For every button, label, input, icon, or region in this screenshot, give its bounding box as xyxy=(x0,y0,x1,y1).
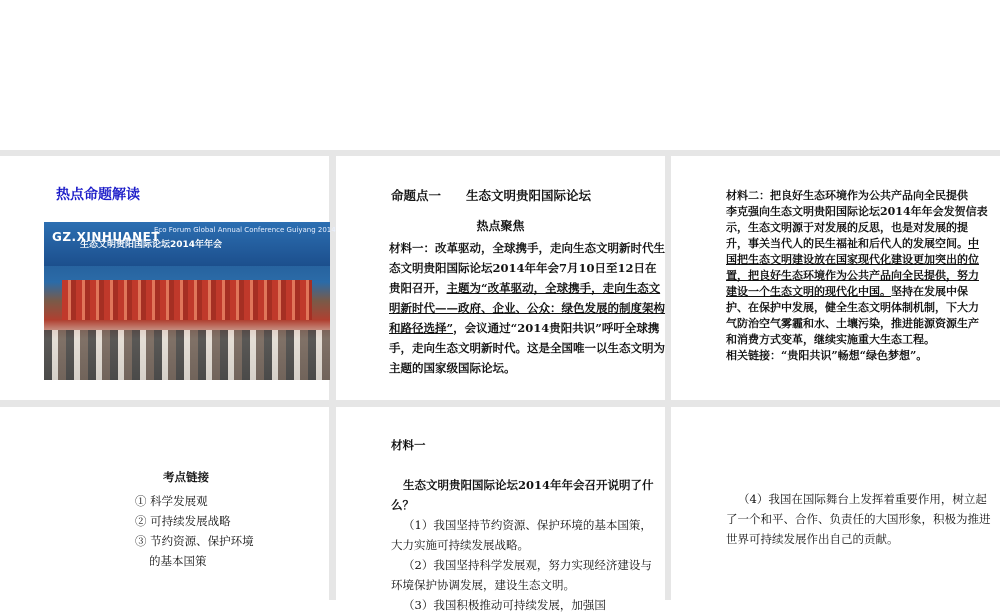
slide-hot-topic[interactable] xyxy=(0,156,336,400)
material-one-tail: ，会议通过“2014贵阳共识”呼吁全球携手，走向生态文明新时代。这是全国唯一以生态文明为主题的国家级国际论坛。 xyxy=(389,321,665,375)
material-two-tail: 坚持在发展中保护、在保护中发展，健全生态文明体制机制，下大力气防治空气雾霾和水、土壤污染，推进能源资源生产和消费方式变革，继续实施重大生态工程。 xyxy=(726,285,979,346)
answer-2: （2）我国坚持科学发展观，努力实现经济建设与环境保护协调发展，建设生态文明。 xyxy=(391,558,652,592)
question-text: 生态文明贵阳国际论坛2014年年会召开说明了什么？ xyxy=(391,478,654,512)
slide-exam-links[interactable] xyxy=(0,407,329,600)
material-two-intro: 材料二：把良好生态环境作为公共产品向全民提供 李克强向生态文明贵阳国际论坛2014年年会发贺信表示，生态文明源于对发展的反思，也是对发展的提升，事关当代人的民生福祉和后代人的发展空间。 xyxy=(726,189,990,250)
answer-1: （1）我国坚持节约资源、保护环境的基本国策，大力实施可持续发展战略。 xyxy=(391,518,652,552)
photo-caption-en: Eco Forum Global Annual Conference Guiyang 2014 xyxy=(154,226,336,234)
forum-photo xyxy=(44,222,336,380)
focus-label: 热点聚焦 xyxy=(476,219,525,233)
material-label: 材料一 xyxy=(391,438,426,452)
hot-topic-title: 热点命题解读 xyxy=(56,187,140,203)
photo-watermark: GZ.XINHUANET xyxy=(52,230,160,244)
exam-links-title: 考点链接 xyxy=(163,470,209,484)
exam-links-list xyxy=(135,467,325,571)
material-one-text xyxy=(389,238,665,378)
proposition-heading: 命题点一 生态文明贵阳国际论坛 xyxy=(391,188,592,203)
answer-4-text: （4）我国在国际舞台上发挥着重要作用，树立起了一个和平、合作、负责任的大国形象，积极为推进世界可持续发展作出自己的贡献。 xyxy=(726,492,991,546)
photo-choir xyxy=(62,280,312,320)
answer-4 xyxy=(726,489,991,549)
exam-link-item: ① 科学发展观 xyxy=(135,494,208,508)
slide-question[interactable] xyxy=(336,407,665,612)
slide-answer-four[interactable] xyxy=(671,407,1000,600)
question-block xyxy=(391,435,659,615)
slide-material-two[interactable] xyxy=(671,156,1000,400)
exam-link-item-cont: 的基本国策 xyxy=(149,554,207,568)
photo-caption-cn: 生态文明贵阳国际论坛2014年年会 xyxy=(80,240,223,250)
material-one-theme: 主题为“改革驱动，全球携手，走向生态文明新时代——政府、企业、公众：绿色发展的制度架构和路径选择” xyxy=(389,281,665,335)
photo-audience xyxy=(44,330,330,380)
material-two-text xyxy=(726,188,988,364)
exam-link-item: ② 可持续发展战略 xyxy=(135,514,231,528)
material-one-intro: 材料一：改革驱动，全球携手，走向生态文明新时代生态文明贵阳国际论坛2014年年会7月10日至12日在贵阳召开， xyxy=(389,241,665,295)
exam-link-item: ③ 节约资源、保护环境 xyxy=(135,534,254,548)
answer-3: （3）我国积极推动可持续发展，加强国 xyxy=(403,598,606,612)
material-two-highlight: 中国把生态文明建设放在国家现代化建设更加突出的位置，把良好生态环境作为公共产品向全民提供，努力建设一个生态文明的现代化中国。 xyxy=(726,237,979,298)
top-blank-area xyxy=(0,0,1000,150)
related-link: 相关链接：“贵阳共识”畅想“绿色梦想”。 xyxy=(726,349,928,362)
slide-proposition-one[interactable] xyxy=(336,156,665,400)
